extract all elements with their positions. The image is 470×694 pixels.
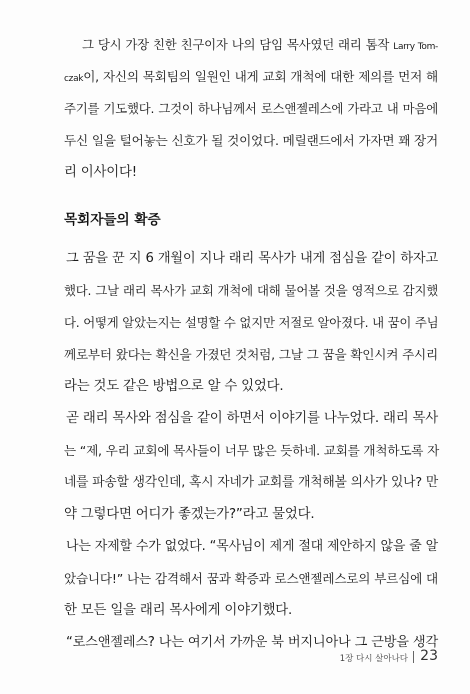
english-name-part: czak [64,74,84,84]
text-line-content: 그 당시 가장 친한 친구이자 나의 담임 목사였던 래리 톰작 [82,37,390,52]
text-line: 라는 것도 같은 방법으로 알 수 있었다. [64,379,284,394]
text-line: 그 꿈을 꾼 지 6 개월이 지나 래리 목사가 내게 점심을 같이 하자고 [66,251,438,266]
text-line: 했다. 그날 래리 목사가 교회 개척에 대해 물어볼 것을 영적으로 감지했 [64,283,438,298]
chapter-title: 1장 다시 살아나다 [339,654,408,664]
text-line: 약 그렇다면 어디가 좋겠는가?”라고 물었다. [64,507,315,522]
text-line: “로스앤젤레스? 나는 여기서 가까운 북 버지니아나 그 근방을 생각 [66,635,438,650]
text-line [64,68,438,88]
text-line: 주기를 기도했다. 그것이 하나님께서 로스앤젤레스에 가라고 내 마음에 [64,101,438,116]
text-line-content: 이, 자신의 목회팀의 일원인 내게 교회 개척에 대한 제의를 먼저 해 [83,69,438,84]
text-line: 네를 파송할 생각인데, 혹시 자네가 교회를 개척해볼 의사가 있나? 만 [64,475,438,490]
text-line: 두신 일을 털어놓는 신호가 될 것이었다. 메릴랜드에서 가자면 꽤 장거 [64,133,438,148]
footer-divider [413,651,414,663]
text-line: 다. 어떻게 알았는지는 설명할 수 없지만 저절로 알아졌다. 내 꿈이 주님 [64,315,439,330]
text-line: 는 “제, 우리 교회에 목사들이 너무 많은 듯하네. 교회를 개척하도록 자 [64,443,440,458]
page-number: 23 [420,648,438,664]
text-line: 한 모든 일을 래리 목사에게 이야기했다. [64,603,293,618]
text-line: 곧 래리 목사와 점심을 같이 하면서 이야기를 나누었다. 래리 목사 [66,411,438,426]
text-line: 나는 자제할 수가 없었다. “목사님이 제게 절대 제안하지 않을 줄 알 [66,539,438,554]
page-footer [330,648,438,668]
text-line: 았습니다!” 나는 감격해서 꿈과 확증과 로스앤젤레스로의 부르심에 대 [64,571,438,586]
text-line: 리 이사이다! [64,165,137,180]
section-heading: 목회자들의 확증 [64,212,161,228]
text-line: 께로부터 왔다는 확신을 가졌던 것처럼, 그날 그 꿈을 확인시켜 주시리 [64,347,438,362]
text-line [64,36,438,56]
english-name-part: Larry Tom- [393,42,438,52]
